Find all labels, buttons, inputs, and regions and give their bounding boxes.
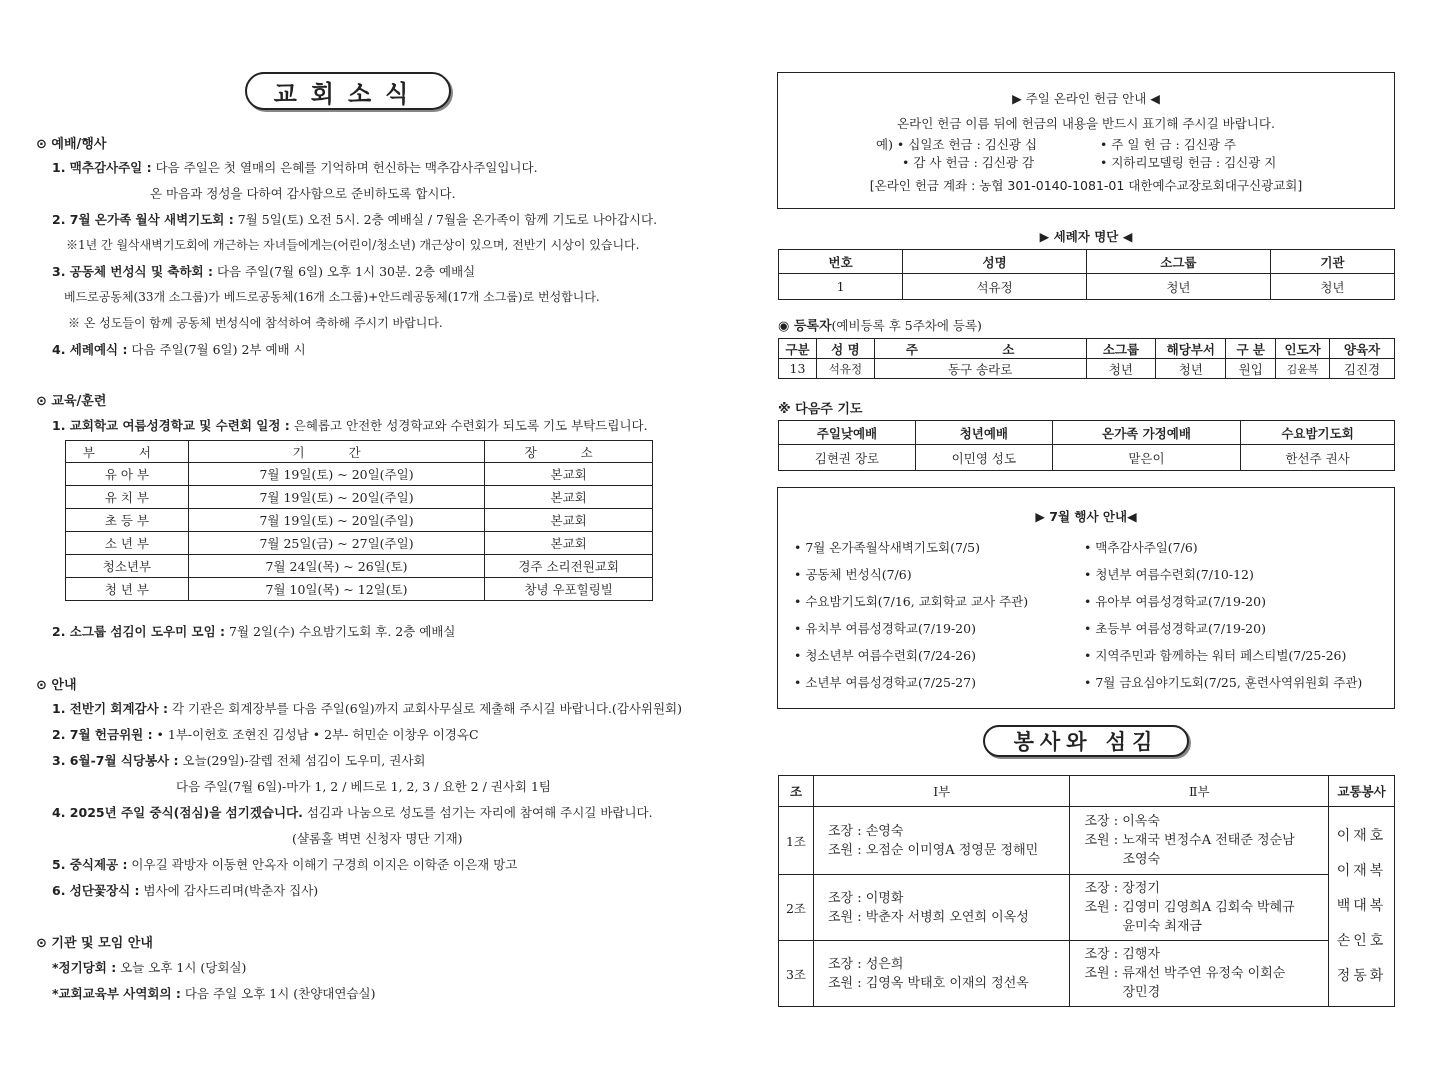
- prayer-header: 주일낮예배: [779, 421, 916, 445]
- service-table: [778, 775, 1395, 1007]
- list-item: • 수요밤기도회(7/16, 교회학교 교사 주관): [794, 594, 1029, 609]
- registrant-header: 구 분: [1226, 339, 1276, 359]
- baptism-header-row: [779, 250, 1395, 274]
- meetings-item-2-text: 다음 주일 오후 1시 (찬양대연습실): [180, 986, 376, 1001]
- list-item: • 맥추감사주일(7/6): [1084, 540, 1198, 555]
- place-cell: 창녕 우포힐링빌: [485, 578, 653, 601]
- prayer-header-row: [779, 421, 1395, 445]
- service-header-row: [779, 776, 1395, 807]
- online-offering-account: [온라인 헌금 계좌 : 농협 301-0140-1081-01 대한예수교장로회대구신광교회]: [869, 178, 1303, 193]
- service-header: Ⅰ부: [813, 776, 1070, 807]
- part2-cell: [1070, 807, 1329, 875]
- service-header: 조: [779, 776, 814, 807]
- leader-text: 조장 : 성은희: [827, 956, 904, 972]
- group-cell: 3조: [779, 941, 814, 1007]
- registrant-header: 인도자: [1276, 339, 1330, 359]
- list-item: • 청소년부 여름수련회(7/24-26): [794, 648, 976, 663]
- summer-school-header-row: [66, 441, 653, 463]
- dept-cell: 유 치 부: [66, 486, 189, 509]
- list-item: • 소년부 여름성경학교(7/25-27): [794, 675, 976, 690]
- traffic-cell: [1329, 807, 1395, 1007]
- worship-item-3-note: ※ 온 성도들이 함께 공동체 번성식에 참석하여 축하해 주시기 바랍니다.: [68, 316, 443, 330]
- baptism-cell: 석유정: [903, 274, 1087, 300]
- part1-cell: [813, 941, 1070, 1007]
- registrant-cell: 청년: [1156, 359, 1226, 379]
- members-text: 조원 : 노재국 변정수A 전태준 정순남: [1084, 833, 1295, 848]
- notice-item-3-label: 3. 6월-7월 식당봉사 :: [52, 753, 179, 768]
- online-offering-box: [777, 72, 1395, 209]
- registrant-header: 구분: [779, 339, 817, 359]
- worship-item-1-cont: 온 마음과 정성을 다하여 감사함으로 준비하도록 합시다.: [150, 186, 456, 201]
- leader-text: 조장 : 이명화: [827, 890, 904, 906]
- baptism-cell: 1: [779, 274, 903, 300]
- registrant-header: 양육자: [1330, 339, 1395, 359]
- baptism-table: [778, 249, 1395, 300]
- worship-item-2-note: ※1년 간 월삭새벽기도회에 개근하는 자녀들에게는(어린이/청소년) 개근상이 있으며, 전반기 시상이 있습니다.: [66, 238, 640, 252]
- members-text-cont: 윤미숙 최재금: [1122, 919, 1202, 934]
- worship-item-4-label: 4. 세례예식 :: [52, 342, 128, 357]
- summer-school-header: 장 소: [485, 441, 653, 463]
- members-text-cont: 장민경: [1122, 985, 1161, 1000]
- prayer-cell: 이민영 성도: [915, 445, 1052, 471]
- part2-cell: [1070, 941, 1329, 1007]
- worship-item-1: [52, 158, 538, 176]
- members-text: 조원 : 김영옥 박태호 이재의 정선옥: [827, 975, 1029, 991]
- period-cell: 7월 25일(금) ~ 27일(주일): [188, 532, 484, 555]
- notice-item-3-cont: 다음 주일(7월 6일)-마가 1, 2 / 베드로 1, 2, 3 / 요한 2 / 권사회 1팀: [176, 779, 551, 794]
- list-item: • 지역주민과 함께하는 워터 페스티벌(7/25-26): [1084, 648, 1347, 663]
- members-text: 조원 : 박춘자 서병희 오연희 이옥성: [827, 909, 1029, 925]
- list-item: • 유치부 여름성경학교(7/19-20): [794, 621, 976, 636]
- july-events-box: [777, 487, 1395, 709]
- dept-cell: 청소년부: [66, 555, 189, 578]
- members-text-cont: 조영숙: [1122, 852, 1161, 867]
- summer-school-header: 부 서: [66, 441, 189, 463]
- place-cell: 본교회: [485, 532, 653, 555]
- notice-item-1: [52, 699, 682, 717]
- education-item-1-text: 은혜롭고 안전한 성경학교와 수련회가 되도록 기도 부탁드립니다.: [289, 418, 648, 433]
- traffic-name: 손인호: [1336, 933, 1387, 949]
- period-cell: 7월 19일(토) ~ 20일(주일): [188, 463, 484, 486]
- list-item: • 7월 금요심야기도회(7/25, 훈련사역위원회 주관): [1084, 675, 1363, 690]
- table-row: [779, 941, 1395, 1007]
- worship-item-3-label: 3. 공동체 번성식 및 축하회 :: [52, 264, 213, 279]
- group-cell: 1조: [779, 807, 814, 875]
- service-header: 교통봉사: [1329, 776, 1395, 807]
- list-item: • 초등부 여름성경학교(7/19-20): [1084, 621, 1266, 636]
- period-cell: 7월 24일(목) ~ 26일(토): [188, 555, 484, 578]
- list-item: • 공동체 번성식(7/6): [794, 567, 912, 582]
- registrant-header: 성 명: [816, 339, 874, 359]
- online-offering-desc: 온라인 헌금 이름 뒤에 헌금의 내용을 반드시 표기해 주시길 바랍니다.: [897, 116, 1275, 131]
- prayer-header: 수요밤기도회: [1241, 421, 1395, 445]
- registrant-title-text: ◉ 등록자: [778, 319, 832, 334]
- baptism-cell: 청년: [1086, 274, 1270, 300]
- registrant-header: 소그룹: [1086, 339, 1156, 359]
- service-title-text: 봉사와 섬김: [1013, 730, 1159, 754]
- part1-cell: [813, 807, 1070, 875]
- baptism-header: 번호: [779, 250, 903, 274]
- meetings-item-1: [52, 958, 246, 976]
- online-offering-title: ▶ 주일 온라인 헌금 안내 ◀: [1012, 91, 1160, 106]
- notice-item-6: [52, 881, 318, 899]
- online-offering-example: 예) • 십일조 헌금 : 김신광 십: [876, 137, 1038, 152]
- leader-text: 조장 : 장정기: [1084, 881, 1160, 896]
- part1-cell: [813, 875, 1070, 941]
- traffic-name: 정동화: [1336, 968, 1387, 984]
- worship-item-4-text: 다음 주일(7월 6일) 2부 예배 시: [127, 342, 306, 357]
- table-row: [66, 509, 653, 532]
- table-row: [779, 875, 1395, 941]
- leader-text: 조장 : 손영숙: [827, 823, 904, 839]
- registrant-cell: 13: [779, 359, 817, 379]
- place-cell: 본교회: [485, 486, 653, 509]
- table-row: [66, 532, 653, 555]
- table-row: [66, 486, 653, 509]
- dept-cell: 소 년 부: [66, 532, 189, 555]
- meetings-item-1-label: *정기당회 :: [52, 960, 117, 975]
- members-text: 조원 : 오점순 이미영A 정영문 정해민: [827, 842, 1039, 858]
- baptism-header: 소그룹: [1086, 250, 1270, 274]
- worship-item-2: [52, 210, 657, 228]
- education-item-1-label: 1. 교회학교 여름성경학교 및 수련회 일정 :: [52, 418, 290, 433]
- list-item: • 유아부 여름성경학교(7/19-20): [1084, 594, 1266, 609]
- place-cell: 경주 소리전원교회: [485, 555, 653, 578]
- worship-item-3-text: 다음 주일(7월 6일) 오후 1시 30분. 2층 예배실: [212, 264, 476, 279]
- summer-school-table: [65, 440, 653, 601]
- prayer-header: 온가족 가정예배: [1052, 421, 1240, 445]
- dept-cell: 초 등 부: [66, 509, 189, 532]
- table-row: [779, 359, 1395, 379]
- table-row: [779, 445, 1395, 471]
- worship-heading: ⊙ 예배/행사: [36, 137, 107, 152]
- notice-heading: ⊙ 안내: [36, 678, 77, 693]
- notice-item-6-label: 6. 성단꽃장식 :: [52, 883, 140, 898]
- part2-cell: [1070, 875, 1329, 941]
- prayer-header: 청년예배: [915, 421, 1052, 445]
- worship-item-2-label: 2. 7월 온가족 월삭 새벽기도회 :: [52, 212, 234, 227]
- registrant-cell: 김진경: [1330, 359, 1395, 379]
- table-row: [66, 463, 653, 486]
- meetings-item-2: [52, 984, 375, 1002]
- notice-item-2-label: 2. 7월 헌금위원 :: [52, 727, 153, 742]
- church-news-title-text: 교회소식: [273, 79, 423, 108]
- group-cell: 2조: [779, 875, 814, 941]
- notice-item-4-text: 섬김과 나눔으로 성도를 섬기는 자리에 참여해 주시길 바랍니다.: [302, 805, 653, 820]
- period-cell: 7월 19일(토) ~ 20일(주일): [188, 486, 484, 509]
- notice-item-5-label: 5. 중식제공 :: [52, 857, 128, 872]
- registrant-header: 주 소: [874, 339, 1086, 359]
- notice-item-4-label: 4. 2025년 주일 중식(점심)을 섬기겠습니다.: [52, 805, 303, 820]
- table-row: [66, 578, 653, 601]
- baptism-header: 성명: [903, 250, 1087, 274]
- registrant-title: [778, 315, 982, 334]
- dept-cell: 유 아 부: [66, 463, 189, 486]
- registrant-cell: 석유정: [816, 359, 874, 379]
- registrant-cell: 김윤복: [1276, 359, 1330, 379]
- worship-item-3: [52, 262, 475, 280]
- online-offering-example: • 감 사 헌금 : 김신광 감: [902, 155, 1035, 170]
- registrant-title-note: (예비등록 후 5주차에 등록): [831, 318, 982, 333]
- prayer-title: ※ 다음주 기도: [778, 402, 863, 417]
- registrant-cell: 동구 송라로: [874, 359, 1086, 379]
- notice-item-1-text: 각 기관은 회계장부를 다음 주일(6일)까지 교회사무실로 제출해 주시길 바랍니다.(감사위원회): [168, 701, 683, 716]
- right-page: [720, 0, 1440, 1080]
- registrant-cell: 원입: [1226, 359, 1276, 379]
- list-item: • 청년부 여름수련회(7/10-12): [1084, 567, 1254, 582]
- members-text: 조원 : 김영미 김영희A 김회숙 박혜규: [1084, 900, 1295, 915]
- period-cell: 7월 19일(토) ~ 20일(주일): [188, 509, 484, 532]
- notice-item-3-text: 오늘(29일)-갈렙 전체 섬김이 도우미, 권사회: [178, 753, 426, 768]
- prayer-cell: 맡은이: [1052, 445, 1240, 471]
- summer-school-header: 기 간: [188, 441, 484, 463]
- notice-item-3: [52, 751, 425, 769]
- education-item-2: [52, 622, 456, 640]
- table-row: [66, 555, 653, 578]
- registrant-table: [778, 338, 1395, 379]
- church-news-title: [245, 72, 451, 110]
- service-title: [983, 725, 1189, 757]
- worship-item-2-text: 7월 5일(토) 오전 5시. 2층 예배실 / 7월을 온가족이 함께 기도로 나아갑시다.: [233, 212, 658, 227]
- members-text: 조원 : 류재선 박주연 유정숙 이회순: [1084, 966, 1286, 981]
- registrant-cell: 청년: [1086, 359, 1156, 379]
- table-row: [779, 274, 1395, 300]
- traffic-name: 백대복: [1336, 898, 1387, 914]
- prayer-cell: 김현권 장로: [779, 445, 916, 471]
- prayer-table: [778, 420, 1395, 471]
- traffic-name: 이재호: [1336, 828, 1387, 844]
- baptism-header: 기관: [1270, 250, 1394, 274]
- notice-item-1-label: 1. 전반기 회계감사 :: [52, 701, 169, 716]
- education-heading: ⊙ 교육/훈련: [36, 394, 107, 409]
- online-offering-example: • 지하리모델링 헌금 : 김신광 지: [1100, 155, 1277, 170]
- registrant-header: 해당부서: [1156, 339, 1226, 359]
- notice-item-6-text: 범사에 감사드리며(박춘자 집사): [139, 883, 319, 898]
- notice-item-5: [52, 855, 517, 873]
- baptism-cell: 청년: [1270, 274, 1394, 300]
- list-item: • 7월 온가족월삭새벽기도회(7/5): [794, 540, 980, 555]
- meetings-item-1-text: 오늘 오후 1시 (당회실): [116, 960, 247, 975]
- meetings-item-2-label: *교회교육부 사역회의 :: [52, 986, 181, 1001]
- notice-item-2-text: • 1부-이헌호 조현진 김성남 • 2부- 허민순 이창우 이경옥C: [152, 727, 479, 742]
- registrant-header-row: [779, 339, 1395, 359]
- worship-item-3-cont: 베드로공동체(33개 소그룹)가 베드로공동체(16개 소그룹)+안드레공동체(17개 소그룹)로 번성합니다.: [64, 290, 600, 304]
- dept-cell: 청 년 부: [66, 578, 189, 601]
- worship-item-4: [52, 340, 306, 358]
- notice-item-4: [52, 803, 653, 821]
- meetings-heading: ⊙ 기관 및 모임 안내: [36, 936, 153, 951]
- traffic-name: 이재복: [1336, 863, 1387, 879]
- online-offering-example: • 주 일 헌 금 : 김신광 주: [1100, 137, 1236, 152]
- leader-text: 조장 : 이옥숙: [1084, 814, 1160, 829]
- period-cell: 7월 10일(목) ~ 12일(토): [188, 578, 484, 601]
- education-item-2-label: 2. 소그룹 섬김이 도우미 모임 :: [52, 624, 226, 639]
- table-row: [779, 807, 1395, 875]
- education-item-1: [52, 416, 648, 434]
- worship-item-1-label: 1. 맥추감사주일 :: [52, 160, 152, 175]
- notice-item-4-cont: (샬롬홀 벽면 신청자 명단 기재): [292, 831, 463, 846]
- service-header: Ⅱ부: [1070, 776, 1329, 807]
- leader-text: 조장 : 김행자: [1084, 947, 1160, 962]
- place-cell: 본교회: [485, 509, 653, 532]
- worship-item-1-text: 다음 주일은 첫 열매의 은혜를 기억하며 헌신하는 맥추감사주일입니다.: [151, 160, 538, 175]
- notice-item-5-text: 이우길 곽방자 이동현 안옥자 이해기 구경희 이지은 이학준 이은재 망고: [127, 857, 518, 872]
- baptism-title: ▶ 세례자 명단 ◀: [1039, 229, 1133, 244]
- july-events-title: ▶ 7월 행사 안내◀: [1035, 509, 1137, 524]
- prayer-cell: 한선주 권사: [1241, 445, 1395, 471]
- place-cell: 본교회: [485, 463, 653, 486]
- education-item-2-text: 7월 2일(수) 수요밤기도회 후. 2층 예배실: [225, 624, 456, 639]
- notice-item-2: [52, 725, 479, 743]
